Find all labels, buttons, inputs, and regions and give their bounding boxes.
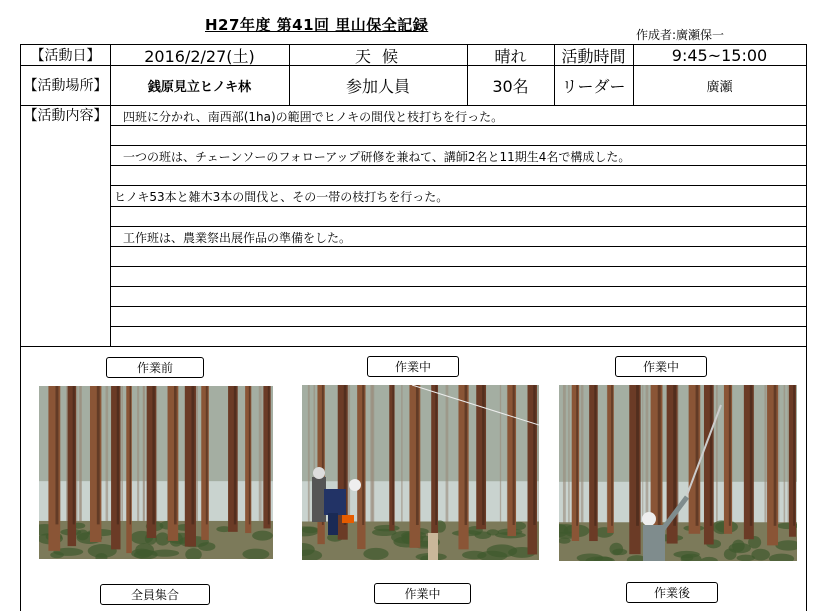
activity-label: 【活動内容】 — [23, 108, 108, 124]
activity-line: 工作班は、農業祭出展作品の準備をした。 — [123, 231, 352, 245]
activity-line-divider — [110, 206, 806, 207]
date-label: 【活動日】 — [30, 48, 101, 64]
activity-line-divider — [110, 286, 806, 287]
activity-line-divider — [110, 346, 806, 347]
photo-label-working-2: 作業中 — [615, 356, 707, 377]
activity-line-divider — [110, 145, 806, 146]
activity-line-divider — [110, 326, 806, 327]
time-value: 9:45~15:00 — [671, 45, 768, 65]
photo-label-before: 作業前 — [106, 357, 204, 378]
leader-label: リーダー — [561, 76, 626, 96]
activity-line-divider — [110, 306, 806, 307]
activity-line-divider — [110, 246, 806, 247]
participants-label: 参加人員 — [345, 76, 410, 96]
page-title: H27年度 第41回 里山保全記録 — [205, 16, 429, 34]
date-value: 2016/2/27(土) — [144, 46, 255, 66]
weather-value: 晴れ — [494, 46, 527, 66]
activity-line-divider — [110, 125, 806, 126]
photo-worker-pruning — [559, 385, 797, 561]
photo-label-working-1: 作業中 — [367, 356, 459, 377]
leader-value: 廣瀬 — [706, 79, 733, 95]
place-label: 【活動場所】 — [23, 78, 108, 94]
activity-line-divider — [110, 185, 806, 186]
place-value: 銭原見立ヒノキ林 — [147, 79, 252, 95]
participants-value: 30名 — [492, 76, 529, 96]
author-name: 作成者:廣瀬保一 — [636, 28, 725, 42]
activity-line: 四班に分かれ、南西部(1ha)の範囲でヒノキの間伐と枝打ちを行った。 — [123, 110, 504, 124]
activity-line: ヒノキ53本と雑木3本の間伐と、その一帯の枝打ちを行った。 — [114, 190, 449, 204]
activity-line: 一つの班は、チェーンソーのフォローアップ研修を兼ねて、講師2名と11期生4名で構成した。 — [123, 150, 631, 164]
photo-label-working-3: 作業中 — [374, 583, 471, 604]
time-label: 活動時間 — [561, 46, 626, 66]
row-divider — [21, 105, 806, 106]
photo-forest-before — [39, 386, 273, 559]
activity-line-divider — [110, 165, 806, 166]
activity-line-divider — [110, 226, 806, 227]
photo-label-all-members: 全員集合 — [100, 584, 210, 605]
photo-label-after: 作業後 — [626, 582, 718, 603]
photo-workers-cutting — [302, 385, 539, 560]
weather-label: 天 候 — [354, 46, 402, 66]
activity-line-divider — [110, 266, 806, 267]
